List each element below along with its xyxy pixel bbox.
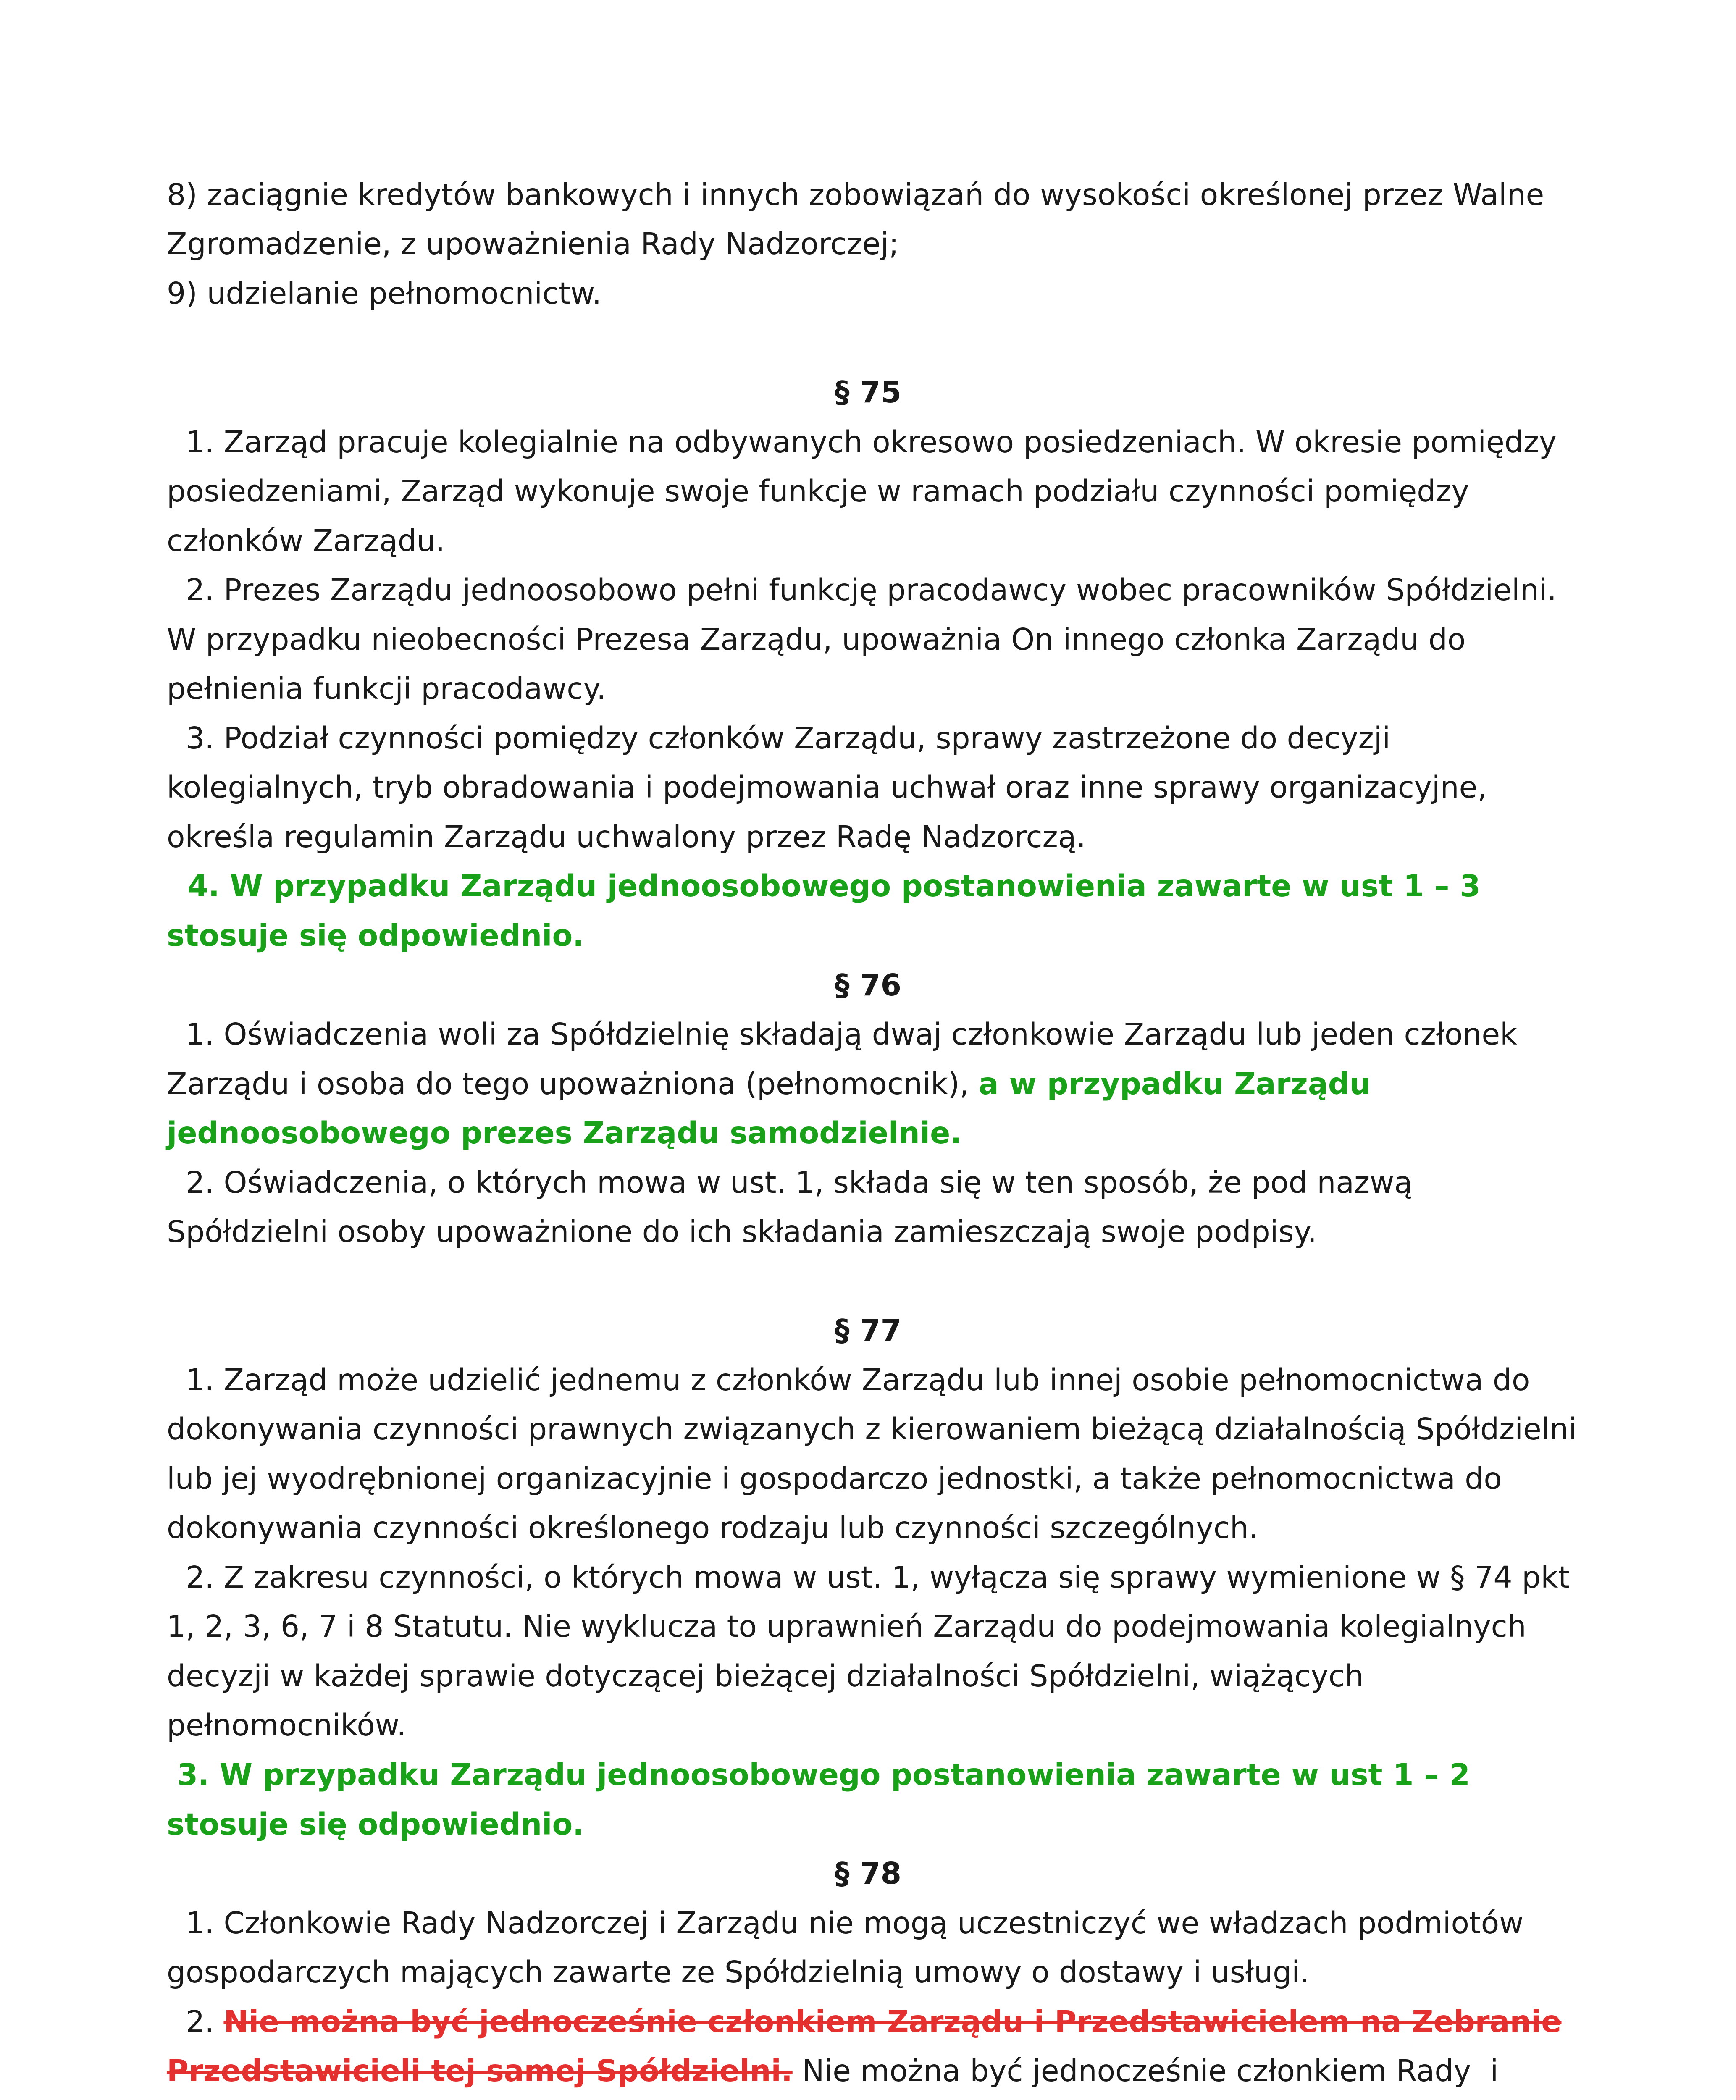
paragraph-line: kolegialnych, tryb obradowania i podejmowania uchwał oraz inne sprawy organizacyjne, [167, 770, 1487, 805]
paragraph-line: 2. Oświadczenia, o których mowa w ust. 1, składa się w ten sposób, że pod nazwą [167, 1165, 1413, 1200]
paragraph-line: 1. Członkowie Rady Nadzorczej i Zarządu nie mogą uczestniczyć we władzach podmiotów [167, 1906, 1524, 1940]
paragraph-line: dokonywania czynności określonego rodzaju lub czynności szczególnych. [167, 1510, 1258, 1545]
paragraph-line: W przypadku nieobecności Prezesa Zarządu, upoważnia On innego członka Zarządu do [167, 622, 1466, 657]
paragraph-line: Zgromadzenie, z upoważnienia Rady Nadzorczej; [167, 226, 899, 261]
paragraph-line: dokonywania czynności prawnych związanych z kierowaniem bieżącą działalnością Spółdzielni [167, 1412, 1577, 1446]
section-heading-75: § 75 [834, 375, 902, 410]
paragraph-line: 1. Zarząd może udzielić jednemu z członków Zarządu lub innej osobie pełnomocnictwa do [167, 1362, 1530, 1397]
plain-text: 2. [167, 2004, 224, 2039]
paragraph-line: 9) udzielanie pełnomocnictw. [167, 276, 602, 311]
paragraph-line [167, 1066, 1371, 1101]
added-text-line: stosuje się odpowiednio. [167, 918, 584, 953]
paragraph-line: pełnienia funkcji pracodawcy. [167, 671, 606, 706]
paragraph-line: lub jej wyodrębnionej organizacyjnie i gospodarczo jednostki, a także pełnomocnictwa do [167, 1461, 1502, 1496]
paragraph-line: określa regulamin Zarządu uchwalony przez Radę Nadzorczą. [167, 819, 1086, 854]
paragraph-line: pełnomocników. [167, 1708, 406, 1743]
paragraph-line: decyzji w każdej sprawie dotyczącej bieżącej działalności Spółdzielni, wiążących [167, 1659, 1364, 1693]
section-heading-78: § 78 [834, 1856, 902, 1891]
paragraph-line: 3. Podział czynności pomiędzy członków Zarządu, sprawy zastrzeżone do decyzji [167, 721, 1391, 756]
deleted-text: Przedstawicieli tej samej Spółdzielni. [167, 2053, 793, 2088]
section-heading-76: § 76 [834, 968, 902, 1003]
section-heading-77: § 77 [834, 1313, 902, 1348]
paragraph-line: członków Zarządu. [167, 523, 445, 558]
added-text-line: 3. W przypadku Zarządu jednoosobowego postanowienia zawarte w ust 1 – 2 [167, 1757, 1470, 1792]
paragraph-line [167, 2004, 1562, 2039]
paragraph-line: 1. Oświadczenia woli za Spółdzielnię składają dwaj członkowie Zarządu lub jeden członek [167, 1017, 1518, 1052]
deleted-text: Nie można być jednocześnie członkiem Zarządu i Przedstawicielem na Zebranie [223, 2004, 1562, 2039]
added-text-line: stosuje się odpowiednio. [167, 1807, 584, 1842]
paragraph-line: Spółdzielni osoby upoważnione do ich składania zamieszczają swoje podpisy. [167, 1214, 1317, 1249]
plain-text: Nie można być jednocześnie członkiem Rady i [792, 2053, 1499, 2088]
paragraph-line: 1. Zarząd pracuje kolegialnie na odbywanych okresowo posiedzeniach. W okresie pomiędzy [167, 425, 1557, 459]
plain-text: Zarządu i osoba do tego upoważniona (pełnomocnik), [167, 1066, 979, 1101]
paragraph-line: posiedzeniami, Zarząd wykonuje swoje funkcje w ramach podziału czynności pomiędzy [167, 474, 1469, 509]
added-text: a w przypadku Zarządu [978, 1066, 1371, 1101]
paragraph-line [167, 2053, 1499, 2088]
paragraph-line: gospodarczych mających zawarte ze Spółdzielnią umowy o dostawy i usługi. [167, 1955, 1310, 1990]
paragraph-line: 2. Prezes Zarządu jednoosobowo pełni funkcję pracodawcy wobec pracowników Spółdzielni. [167, 572, 1557, 607]
paragraph-line: 1, 2, 3, 6, 7 i 8 Statutu. Nie wyklucza to uprawnień Zarządu do podejmowania kolegialnych [167, 1609, 1526, 1644]
added-text-line: jednoosobowego prezes Zarządu samodzielnie. [167, 1116, 962, 1150]
added-text-line: 4. W przypadku Zarządu jednoosobowego postanowienia zawarte w ust 1 – 3 [167, 869, 1481, 903]
paragraph-line: 2. Z zakresu czynności, o których mowa w ust. 1, wyłącza się sprawy wymienione w § 74 pkt [167, 1560, 1570, 1595]
paragraph-line: 8) zaciągnie kredytów bankowych i innych zobowiązań do wysokości określonej przez Walne [167, 177, 1544, 212]
